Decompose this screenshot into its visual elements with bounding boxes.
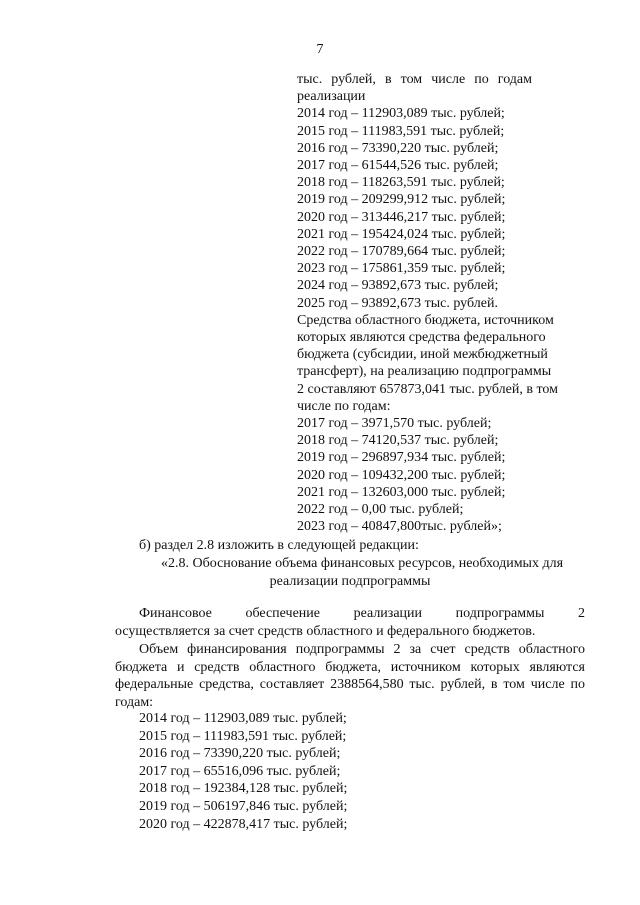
year-line: 2023 год – 40847,800тыс. рублей»;: [297, 519, 502, 535]
intro-line-2: реализации: [297, 89, 366, 105]
year-line: 2019 год – 209299,912 тыс. рублей;: [297, 192, 506, 208]
paragraph-line: трансферт), на реализацию подпрограммы: [297, 364, 552, 380]
word: Финансовое: [139, 606, 212, 621]
paragraph-1-line-1: [115, 605, 585, 623]
word: реализации: [353, 606, 423, 621]
year-line: 2019 год – 296897,934 тыс. рублей;: [297, 450, 506, 466]
years-list-3: [139, 710, 347, 833]
word: подпрограммы: [455, 606, 545, 621]
item-b: [115, 537, 585, 555]
year-line: 2016 год – 73390,220 тыс. рублей;: [139, 746, 341, 762]
year-line: 2019 год – 506197,846 тыс. рублей;: [139, 798, 348, 814]
years-list-2: [297, 415, 532, 535]
intro-line: тыс. рублей, в том числе по годам: [297, 72, 532, 87]
paragraph-1-line-2: осуществляется за счет средств областного и федерального бюджетов.: [115, 623, 536, 639]
paragraph-line: Средства областного бюджета, источником: [297, 312, 554, 328]
page-number: 7: [316, 42, 324, 57]
paragraph-line: которых являются средства федерального: [297, 330, 546, 346]
year-line: 2017 год – 61544,526 тыс. рублей;: [297, 158, 499, 174]
years-list-1: [297, 105, 532, 311]
word: 2: [578, 606, 585, 621]
year-line: 2017 год – 65516,096 тыс. рублей;: [139, 763, 341, 779]
section-title: [115, 555, 585, 590]
year-line: 2015 год – 111983,591 тыс. рублей;: [139, 728, 347, 744]
year-line: 2020 год – 422878,417 тыс. рублей;: [139, 816, 348, 832]
word: обеспечение: [245, 606, 320, 621]
section-title-line-2: реализации подпрограммы: [269, 573, 431, 589]
year-line: 2016 год – 73390,220 тыс. рублей;: [297, 140, 499, 156]
year-line: 2024 год – 93892,673 тыс. рублей;: [297, 278, 499, 294]
year-line: 2018 год – 118263,591 тыс. рублей;: [297, 175, 505, 191]
year-line: 2018 год – 192384,128 тыс. рублей;: [139, 781, 348, 797]
section-title-line-1: «2.8. Обоснование объема финансовых ресурсов, необходимых для: [160, 556, 564, 571]
year-line: 2025 год – 93892,673 тыс. рублей.: [297, 295, 498, 311]
year-line: 2014 год – 112903,089 тыс. рублей;: [297, 106, 505, 122]
right-column: [297, 71, 558, 535]
year-line: 2022 год – 0,00 тыс. рублей;: [297, 502, 464, 518]
year-line: 2021 год – 132603,000 тыс. рублей;: [297, 484, 506, 500]
year-line: 2018 год – 74120,537 тыс. рублей;: [297, 433, 499, 449]
year-line: 2014 год – 112903,089 тыс. рублей;: [139, 711, 347, 726]
year-line: 2020 год – 109432,200 тыс. рублей;: [297, 467, 506, 483]
paragraph-line: 2 составляют 657873,041 тыс. рублей, в том: [297, 381, 558, 397]
paragraph-1: [115, 605, 585, 640]
year-line: 2015 год – 111983,591 тыс. рублей;: [297, 123, 505, 139]
federal-funds-paragraph: [297, 312, 558, 415]
year-line: 2023 год – 175861,359 тыс. рублей;: [297, 261, 506, 277]
paragraph-line: числе по годам:: [297, 398, 391, 414]
paragraph-2: Объем финансирования подпрограммы 2 за счет средств областного бюджета и средств областного бюджета, источником которых являются федеральные средства, составляет 2388564,580 тыс. рублей, в том числе по годам:: [115, 642, 585, 710]
paragraph-line: бюджета (субсидии, иной межбюджетный: [297, 347, 548, 363]
year-line: 2020 год – 313446,217 тыс. рублей;: [297, 209, 506, 225]
year-line: 2022 год – 170789,664 тыс. рублей;: [297, 244, 506, 260]
year-line: 2021 год – 195424,024 тыс. рублей;: [297, 226, 506, 242]
item-b-text: б) раздел 2.8 изложить в следующей редакции:: [139, 538, 419, 553]
year-line: 2017 год – 3971,570 тыс. рублей;: [297, 416, 492, 432]
